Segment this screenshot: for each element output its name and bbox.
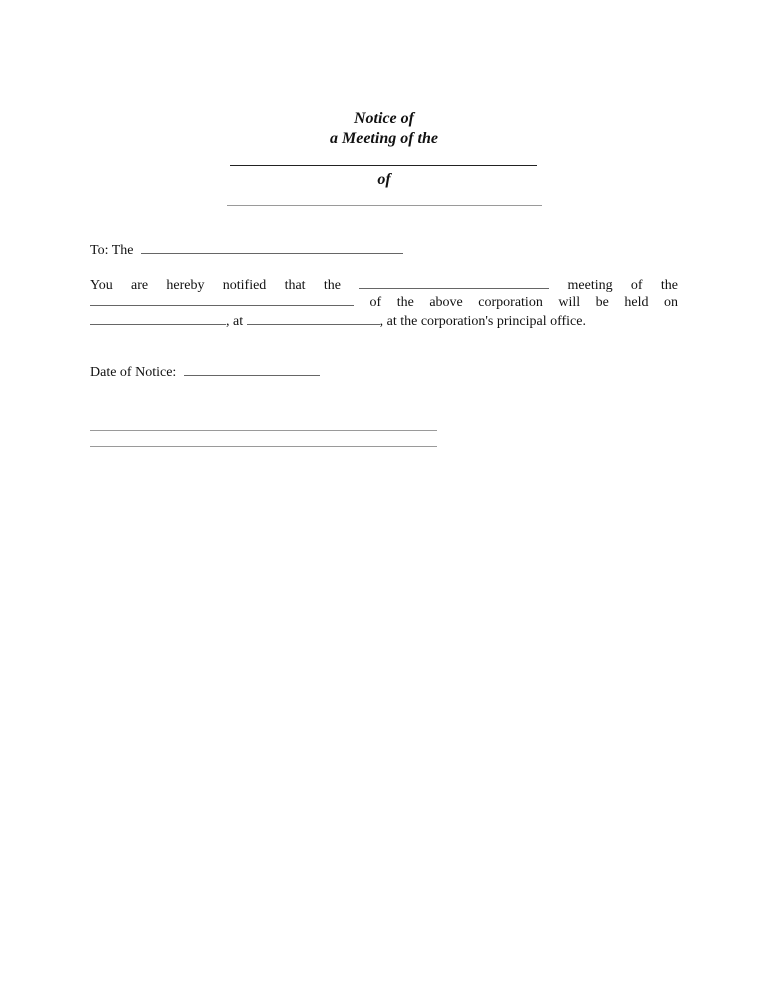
word: be	[595, 295, 609, 310]
word: notified	[222, 278, 267, 293]
word: corporation	[478, 295, 543, 310]
word: the	[660, 278, 678, 293]
signer-title-line[interactable]	[90, 446, 437, 447]
signature-line[interactable]	[90, 430, 437, 431]
word: are	[131, 278, 149, 293]
word: on	[663, 295, 678, 310]
meeting-time-blank[interactable]	[247, 312, 380, 325]
corporation-name-blank[interactable]	[227, 205, 542, 206]
date-of-notice-label: Date of Notice:	[90, 365, 177, 380]
meeting-type-blank[interactable]	[359, 276, 549, 289]
at-text: , at	[226, 314, 244, 329]
meeting-body-blank[interactable]	[230, 165, 537, 166]
word: held	[624, 295, 649, 310]
notice-paragraph-line-2	[90, 293, 678, 311]
notice-paragraph-line-1	[90, 276, 678, 294]
word: the	[396, 295, 414, 310]
word: will	[558, 295, 581, 310]
word: meeting	[567, 278, 613, 293]
date-of-notice-blank[interactable]	[184, 363, 320, 376]
title-of: of	[377, 171, 391, 188]
office-text: , at the corporation's principal office.	[379, 314, 586, 329]
addressee-blank[interactable]	[141, 241, 403, 254]
governing-body-blank[interactable]	[90, 293, 354, 306]
date-of-notice-line	[90, 363, 320, 381]
word: that	[284, 278, 306, 293]
meeting-date-blank[interactable]	[90, 312, 226, 325]
title-notice-of: Notice of	[354, 110, 414, 127]
word: above	[429, 295, 463, 310]
word: hereby	[166, 278, 205, 293]
word: the	[323, 278, 341, 293]
addressee-line	[90, 241, 403, 259]
word: You	[90, 278, 113, 293]
title-meeting-of-the: a Meeting of the	[330, 130, 438, 147]
word: of	[630, 278, 643, 293]
notice-paragraph-line-3	[90, 312, 586, 330]
word: of	[369, 295, 382, 310]
addressee-label: To: The	[90, 243, 134, 258]
